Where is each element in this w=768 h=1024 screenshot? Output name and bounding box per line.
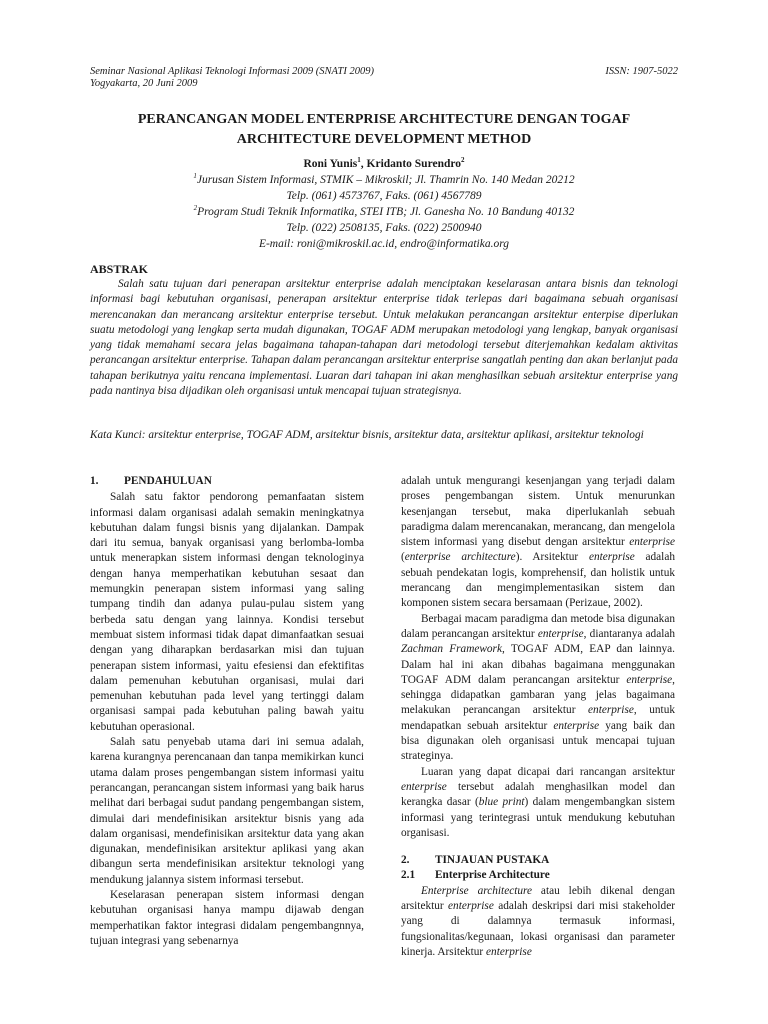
subsection-heading — [401, 868, 675, 883]
italic-term: enterprise architecture — [404, 551, 516, 564]
text-run: adalah deskripsi dari misi stakeholder yang di dalamnya termasuk informasi, fungsionalitas/kegunaan, lokasi organisasi dan parameter kinerja. Arsitektur — [401, 900, 675, 958]
text-run: adalah untuk mengurangi kesenjangan yang terjadi dalam proses pengembangan sistem. Untuk menurunkan kesenjangan tersebut, maka diperlukanlah sebuah paradigma dalam merencanakan, merancang, dan mengelola sistem informasi yang disebut dengan arsitektur — [401, 475, 675, 549]
text-run: , TOGAF ADM, EAP dan lainnya. Dalam hal ini akan dibahas bagaimana menggunakan TOGAF ADM dalam perancangan arsitektur — [401, 643, 675, 686]
italic-term: Zachman Framework — [401, 643, 502, 656]
author-1: Roni Yunis — [303, 158, 358, 170]
text-run: Luaran yang dapat dicapai dari rancangan arsitektur — [421, 765, 675, 778]
italic-term: Enterprise architecture — [421, 884, 532, 897]
seminar-place-date: Yogyakarta, 20 Juni 2009 — [90, 78, 198, 89]
text-run: ) dalam mengembangkan sistem informasi yang terintegrasi untuk mendukung kebutuhan organisasi. — [401, 796, 675, 839]
keywords: Kata Kunci: arsitektur enterprise, TOGAF ADM, arsitektur bisnis, arsitektur data, arsitektur aplikasi, arsitektur teknologi — [90, 429, 644, 441]
author-separator: , — [360, 158, 367, 170]
paragraph — [401, 884, 675, 960]
section-gap — [401, 841, 675, 853]
paragraph — [401, 765, 675, 841]
right-column — [401, 474, 675, 960]
section-heading — [90, 474, 364, 489]
paragraph — [401, 474, 675, 612]
author-1-sup: 1 — [357, 156, 361, 165]
italic-term: enterprise — [486, 945, 532, 958]
section-number: 2. — [401, 854, 410, 867]
author-block — [90, 156, 678, 252]
paragraph: Salah satu faktor pendorong pemanfaatan sistem informasi dalam organisasi adalah semakin meningkatnya kebutuhan dalam fungsi bisnis yang dijalankan. Dampak dari itu semua, banyak organisasi yang berlomba-lomba untuk menerapkan sistem informasi dengan teknologinya dengan hanya memperhatikan kebutuhan sesaat dan memungkin penerapan sistem informasi yang saling tumpang tindih dan adanya pulau-pulau sistem yang berbeda satu dengan yang lainnya. Kondisi tersebut membuat sistem informasi tidak dapat dimanfaatkan sesuai dengan yang diharapkan berdasarkan misi dan tujuan penerapan sistem informasi, yaitu efesiensi dan efektifitas dalam pemenuhan kebutuhan organisasi, mulai dari pemenuhan kebutuhan pada level yang tertinggi dalam organisasi sampai pada kebutuhan paling bawah yaitu kebutuhan operasional. — [90, 491, 364, 733]
section-number: 1. — [90, 475, 99, 487]
text-run: ( — [401, 551, 405, 564]
author-2-sup: 2 — [461, 156, 465, 165]
section-title: TINJAUAN PUSTAKA — [435, 854, 550, 867]
text-run: ). Arsitektur — [515, 551, 589, 564]
text-run: yang baik dan bisa digunakan oleh organisasi untuk mencapai tujuan strateginya. — [401, 719, 675, 763]
text-run: , sehingga didapatkan gambaran yang jelas bagaimana melakukan perancangan arsitektur — [401, 673, 675, 717]
paragraph: Keselarasan penerapan sistem informasi dengan kebutuhan organisasi hanya mampu dijawab dengan memperhatikan faktor integrasi didalam pengembangnnya, tujuan integrasi yang sebenarnya — [90, 889, 364, 947]
section-heading — [401, 853, 675, 868]
text-run: , untuk mendapatkan sebuah arsitektur — [401, 704, 675, 732]
abstract-text: Salah satu tujuan dari penerapan arsitektur enterprise adalah menciptakan keselarasan antara bisnis dan teknologi informasi bagi kebutuhan organisasi, penerapan arsitektur enterprise tidak terlepas dari bagaimana sebuah organisasi merencanakan dan merancang arsitektur enterprise tersebut. Untuk melakukan perancangan arsitektur enterpise diperlukan suatu metodologi yang lengkap serta mudah digunakan, TOGAF ADM merupakan metodologi yang lengkap, banyak organisasi yang tidak memahami secara jelas bagaimana tahapan-tahapan dari metodologi tersebut diterjemahkan kedalam aktivitas perancangan arsitektur enterprise. Tahapan dalam perancangan arsitektur enterprise sangatlah penting dan akan berlanjut pada tahapan berikutnya yaitu rencana implementasi. Luaran dari tahapan ini akan menghasilkan sebuah arsitektur enterprise yang pada nantinya bisa dijadikan oleh organisasi untuk mencapai tujuan strategisnya. — [90, 278, 678, 398]
paper-title — [90, 110, 678, 150]
affiliation-1-phone: Telp. (061) 4573767, Faks. (061) 4567789 — [286, 190, 482, 202]
text-run: tersebut adalah menghasilkan model dan kerangka dasar ( — [401, 780, 675, 809]
affiliation-2-sup: 2 — [193, 204, 198, 213]
text-run: , diantaranya adalah — [583, 627, 676, 640]
italic-term: enterprise — [553, 719, 600, 732]
text-run: adalah sebuah pendekatan logis, komprehensif, dan holistik untuk merancang dan mengimplementasikan sistem dan komponen sistem secara bersamaan (Perizaue, 2002). — [401, 551, 675, 610]
seminar-name: Seminar Nasional Aplikasi Teknologi Informasi 2009 (SNATI 2009) — [90, 66, 374, 77]
subsection-title: Enterprise Architecture — [435, 869, 550, 882]
subsection-number: 2.1 — [401, 869, 416, 882]
text-run: atau lebih dikenal dengan arsitektur — [401, 884, 675, 913]
abstract-heading: ABSTRAK — [90, 262, 149, 276]
section-title: PENDAHULUAN — [124, 475, 212, 487]
italic-term: enterprise — [588, 551, 635, 564]
running-header — [90, 66, 374, 90]
issn: ISSN: 1907-5022 — [605, 66, 678, 77]
affiliation-1-sup: 1 — [193, 172, 197, 181]
italic-term: enterprise — [401, 780, 447, 793]
affiliation-2-phone: Telp. (022) 2508135, Faks. (022) 2500940 — [286, 222, 482, 234]
italic-term: enterprise — [537, 627, 584, 640]
author-names — [90, 156, 678, 172]
left-column — [90, 474, 364, 949]
text-run: Berbagai macam paradigma dan metode bisa digunakan dalam perancangan arsitektur — [401, 612, 675, 640]
title-line-1: PERANCANGAN MODEL ENTERPRISE ARCHITECTURE DENGAN TOGAF — [137, 112, 631, 127]
author-2: Kridanto Surendro — [366, 158, 462, 170]
italic-term: enterprise — [448, 900, 494, 913]
affiliation-1 — [90, 172, 678, 188]
author-email: E-mail: roni@mikroskil.ac.id, endro@informatika.org — [258, 238, 510, 250]
italic-term: enterprise — [629, 536, 675, 549]
affiliation-1-text: Jurusan Sistem Informasi, STMIK – Mikroskil; Jl. Thamrin No. 140 Medan 20212 — [196, 174, 575, 186]
paragraph — [401, 612, 675, 765]
italic-term: enterprise — [626, 673, 673, 686]
italic-term: enterprise — [588, 704, 634, 717]
paragraph: Salah satu penyebab utama dari ini semua adalah, karena kurangnya perencanaan dan tanpa memikirkan kunci utama dalam proses pengembangan sistem informasi yaitu perancangan, perancangan sistem informasi yang baik harus melihat dari berbagai sudut pandang pengembangan sistem, dimulai dari mendefinisikan arsitektur bisnis yang ada dalam organisasi, mendefinisikan arsitektur data yang akan digunakan, mendefinisikan arsitektur aplikasi yang akan dibangun serta mendefinisikan arsitektur teknologi yang mendukung jalannya sistem informasi tersebut. — [90, 736, 364, 886]
affiliation-2 — [90, 204, 678, 220]
italic-term: blue print — [478, 796, 525, 809]
affiliation-2-text: Program Studi Teknik Informatika, STEI ITB; Jl. Ganesha No. 10 Bandung 40132 — [197, 206, 575, 218]
title-line-2: ARCHITECTURE DEVELOPMENT METHOD — [236, 132, 532, 147]
